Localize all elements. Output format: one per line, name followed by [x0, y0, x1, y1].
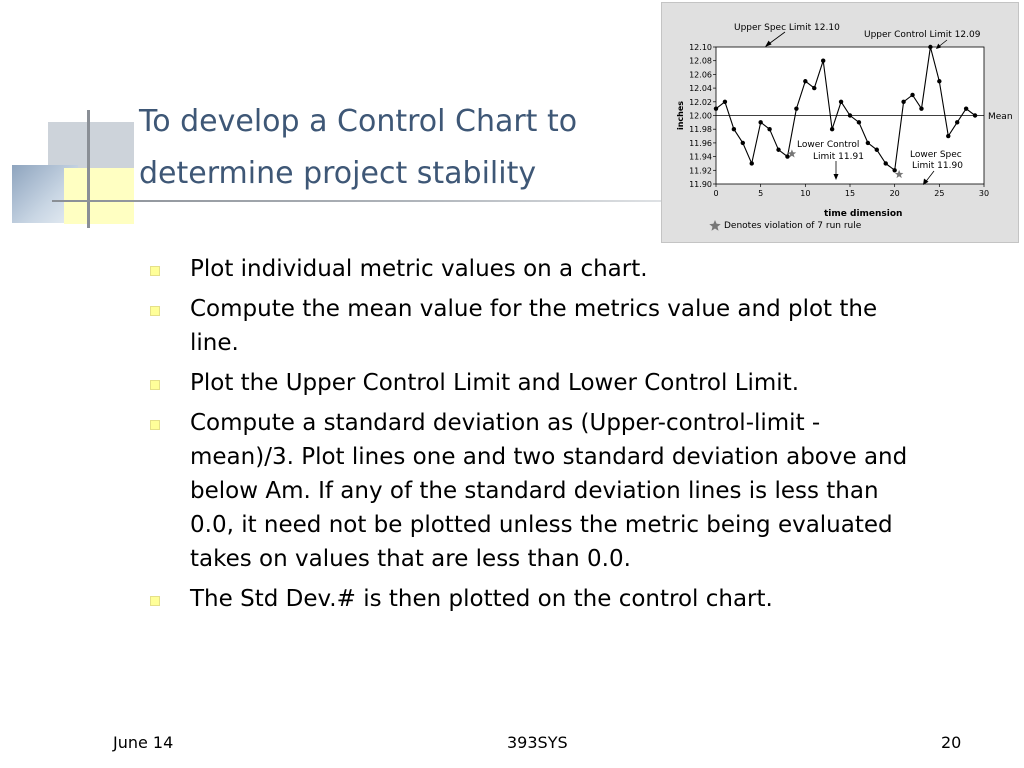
legend-label: Denotes violation of 7 run rule: [724, 221, 862, 231]
annotation-upper-control: Upper Control Limit 12.09: [864, 30, 981, 40]
data-point: [955, 120, 959, 124]
x-tick-label: 25: [934, 189, 945, 198]
x-tick-label: 10: [800, 189, 811, 198]
bullet-square-icon: [150, 380, 160, 390]
footer-course: 393SYS: [507, 733, 568, 752]
data-point: [821, 59, 825, 63]
footer-date: June 14: [113, 733, 174, 752]
annotation-lower-spec-1: Lower Spec: [910, 150, 962, 160]
y-tick-label: 11.90: [689, 180, 712, 189]
annotation-lower-control-2: Limit 11.91: [813, 152, 864, 162]
x-tick-label: 15: [844, 189, 856, 198]
annotation-mean: Mean: [988, 112, 1013, 122]
y-tick-label: 12.00: [689, 111, 712, 121]
y-tick-label: 11.96: [689, 138, 712, 148]
x-tick-label: 0: [713, 189, 719, 198]
data-point: [812, 86, 816, 90]
bullet-text-5: The Std Dev.# is then plotted on the control chart.: [190, 586, 773, 612]
y-axis-title: inches: [676, 100, 685, 130]
data-point: [964, 106, 968, 110]
data-point: [830, 127, 834, 131]
data-point: [723, 100, 727, 104]
x-axis-title: time dimension: [824, 209, 903, 219]
bullet-text-3: Plot the Upper Control Limit and Lower Control Limit.: [190, 370, 800, 396]
bullet-item-5: [148, 582, 918, 616]
data-point: [776, 148, 780, 152]
x-tick-label: 5: [758, 189, 764, 198]
annotation-lower-spec-2: Limit 11.90: [912, 161, 963, 171]
annotation-lower-control-1: Lower Control: [797, 140, 860, 150]
y-tick-label: 12.08: [689, 56, 712, 66]
control-chart: [661, 2, 1019, 243]
data-point: [803, 79, 807, 83]
data-point: [884, 161, 888, 165]
y-tick-label: 12.10: [689, 43, 712, 52]
data-point: [732, 127, 736, 131]
bullet-list: [148, 252, 918, 622]
data-point: [767, 127, 771, 131]
data-point: [875, 148, 879, 152]
bullet-text-4: Compute a standard deviation as (Upper-control-limit - mean)/3. Plot lines one and two standard deviation above and below Am. If any of the standard deviation lines is less than 0.0, it need not be plotted unless the metric being evaluated takes on values that are less than 0.0.: [190, 410, 908, 572]
bullet-item-4: [148, 406, 918, 576]
data-point: [919, 106, 923, 110]
data-point: [937, 79, 941, 83]
y-tick-label: 11.98: [689, 125, 712, 135]
x-tick-label: 30: [978, 189, 990, 198]
data-point: [785, 154, 789, 158]
y-tick-label: 11.92: [689, 166, 712, 176]
data-point: [839, 100, 843, 104]
decor-vertical-line: [87, 110, 90, 228]
bullet-square-icon: [150, 420, 160, 430]
slide-title: [139, 96, 639, 200]
y-tick-label: 12.04: [689, 84, 712, 94]
title-line-2: determine project stability: [139, 156, 537, 191]
data-point: [973, 113, 977, 117]
data-point: [892, 168, 896, 172]
data-point: [714, 106, 718, 110]
control-chart-svg: [662, 3, 1020, 244]
bullet-text-2: Compute the mean value for the metrics value and plot the line.: [190, 296, 878, 356]
bullet-square-icon: [150, 596, 160, 606]
bullet-square-icon: [150, 266, 160, 276]
title-divider-line: [52, 200, 664, 202]
bullet-text-1: Plot individual metric values on a chart.: [190, 256, 648, 282]
bullet-item-1: [148, 252, 918, 286]
bullet-item-2: [148, 292, 918, 360]
y-tick-label: 11.94: [689, 152, 712, 162]
data-point: [794, 106, 798, 110]
data-point: [928, 45, 932, 49]
data-point: [901, 100, 905, 104]
data-point: [910, 93, 914, 97]
y-tick-label: 12.06: [689, 70, 712, 80]
bullet-item-3: [148, 366, 918, 400]
data-point: [758, 120, 762, 124]
annotation-upper-spec: Upper Spec Limit 12.10: [734, 23, 840, 33]
footer-page-number: 20: [941, 733, 962, 752]
title-line-1: To develop a Control Chart to: [139, 104, 578, 139]
data-point: [857, 120, 861, 124]
legend-star-icon: [709, 220, 720, 231]
data-point: [946, 134, 950, 138]
decor-yellow-square: [64, 168, 134, 224]
data-point: [866, 141, 870, 145]
arrowhead-upper-spec: [765, 41, 772, 47]
data-point: [750, 161, 754, 165]
x-tick-label: 20: [889, 189, 900, 198]
y-tick-label: 12.02: [689, 97, 712, 107]
data-point: [848, 113, 852, 117]
data-point: [741, 141, 745, 145]
bullet-square-icon: [150, 306, 160, 316]
